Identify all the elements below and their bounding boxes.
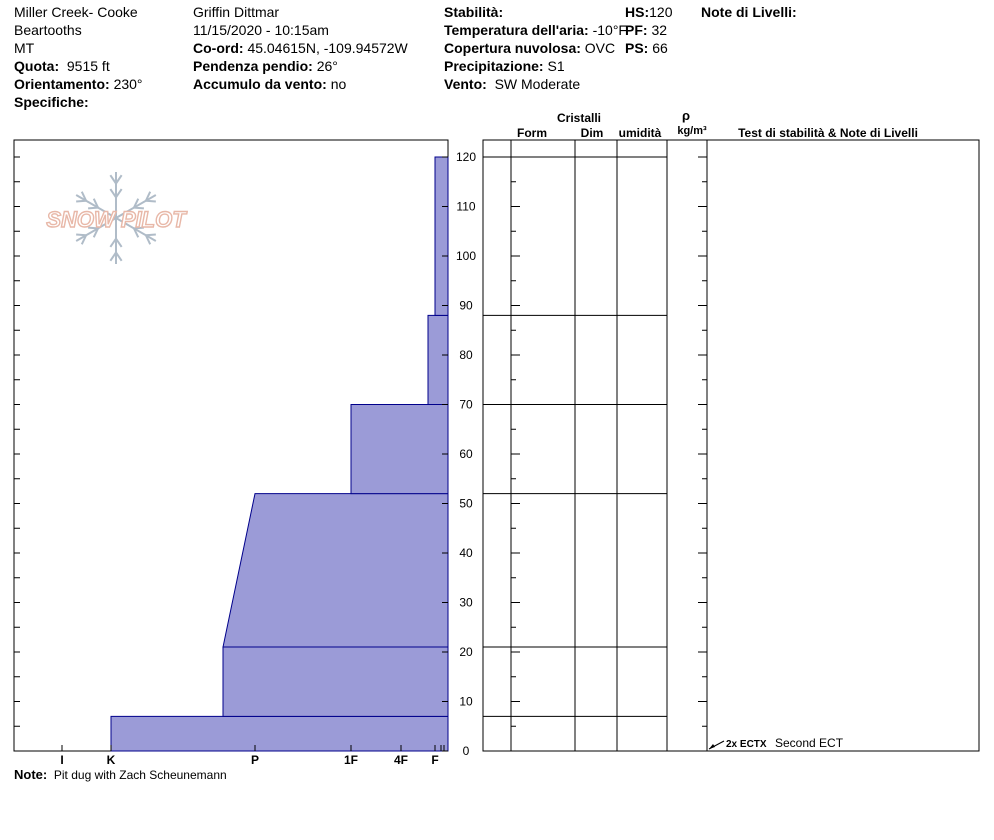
flake-branch <box>146 234 156 235</box>
arrow-head-icon <box>709 744 715 749</box>
hardness-label: 4F <box>393 753 409 767</box>
hs-label: HS: <box>625 4 650 20</box>
hardness-layer-5 <box>435 157 448 315</box>
ps-label: PS: <box>625 40 649 56</box>
coord-value: 45.04615N, -109.94572W <box>247 40 408 56</box>
coord-label: Co-ord: <box>193 40 244 56</box>
ps-value: 66 <box>652 40 668 56</box>
size-header: Dim <box>580 126 604 140</box>
form-header: Form <box>517 126 547 140</box>
depth-label: 80 <box>459 348 473 362</box>
elevation-value: 9515 ft <box>66 58 110 74</box>
precip-value: S1 <box>547 58 565 74</box>
mountain-range: Beartooths <box>14 22 82 38</box>
hardness-label: I <box>60 753 64 767</box>
hardness-layer-1 <box>223 647 448 716</box>
depth-label: 0 <box>462 744 470 758</box>
wind-load-value: no <box>330 76 347 92</box>
left-axis-ticks <box>14 157 20 751</box>
specifics-label: Specifiche: <box>14 94 89 110</box>
hardness-label: P <box>250 753 260 767</box>
depth-label: 40 <box>459 546 473 560</box>
stability-label: Stabilità: <box>444 4 504 20</box>
depth-label: 90 <box>459 298 473 313</box>
slope-value: 26° <box>316 58 338 74</box>
hardness-layer-0 <box>111 716 448 751</box>
flake-branch <box>76 234 86 235</box>
pit-note <box>14 767 227 782</box>
note-text: Pit dug with Zach Scheunemann <box>53 768 227 782</box>
depth-label: 110 <box>456 199 476 214</box>
depth-label: 70 <box>459 397 473 412</box>
depth-label: 20 <box>459 645 473 659</box>
state: MT <box>14 40 35 56</box>
crystals-header: Cristalli <box>556 111 602 125</box>
wind-value: SW Moderate <box>494 76 581 92</box>
depth-label: 120 <box>455 150 477 164</box>
flake-branch <box>146 201 156 202</box>
wind-load-label: Accumulo da vento: <box>193 76 327 92</box>
density-unit-header: kg/m³ <box>677 125 707 137</box>
test-result-comment: Second ECT <box>775 736 844 750</box>
hardness-layer-4 <box>428 315 448 404</box>
depth-label: 50 <box>459 496 473 511</box>
stability-notes-header: Test di stabilità & Note di Livelli <box>738 126 918 140</box>
logo-text: SNOW PILOT <box>46 207 186 232</box>
hardness-label: 1F <box>343 753 359 767</box>
note-label: Note: <box>14 767 48 782</box>
hardness-layers <box>111 157 448 751</box>
depth-label: 60 <box>459 447 473 461</box>
moisture-header: umidità <box>618 126 662 140</box>
sky-value: OVC <box>584 40 616 56</box>
slope-label: Pendenza pendio: <box>193 58 313 74</box>
depth-label: 100 <box>455 249 477 263</box>
hardness-label: K <box>106 753 116 767</box>
air-temp-value: -10°F <box>592 22 627 38</box>
hardness-label: F <box>431 753 439 767</box>
air-temp-label: Temperatura dell'aria: <box>444 22 589 38</box>
observation-datetime: 11/15/2020 - 10:15am <box>193 22 329 38</box>
test-result <box>709 736 844 750</box>
aspect-value: 230° <box>113 76 143 92</box>
snow-pilot-logo <box>46 172 187 264</box>
sky-label: Copertura nuvolosa: <box>444 40 581 56</box>
precip-label: Precipitazione: <box>444 58 544 74</box>
depth-label: 10 <box>459 694 473 709</box>
location-name: Miller Creek- Cooke <box>14 4 138 20</box>
depth-label: 30 <box>459 595 473 610</box>
table-frame <box>483 140 979 751</box>
layer-notes-label: Note di Livelli: <box>701 4 797 20</box>
wind-label: Vento: <box>444 76 487 92</box>
hs-value: 120 <box>649 4 673 20</box>
pf-label: PF: <box>625 22 648 38</box>
aspect-label: Orientamento: <box>14 76 110 92</box>
elevation-label: Quota: <box>14 58 60 74</box>
rho-header: ρ <box>681 108 691 123</box>
hardness-layer-3 <box>351 405 448 494</box>
column-headers <box>517 108 918 140</box>
hardness-layer-2 <box>223 494 448 647</box>
crystals-table <box>483 140 979 751</box>
test-result-code: 2x ECTX <box>726 739 767 750</box>
pf-value: 32 <box>651 22 668 38</box>
table-depth-ticks <box>511 157 707 751</box>
observer-name: Griffin Dittmar <box>193 4 280 20</box>
flake-branch <box>76 201 86 202</box>
